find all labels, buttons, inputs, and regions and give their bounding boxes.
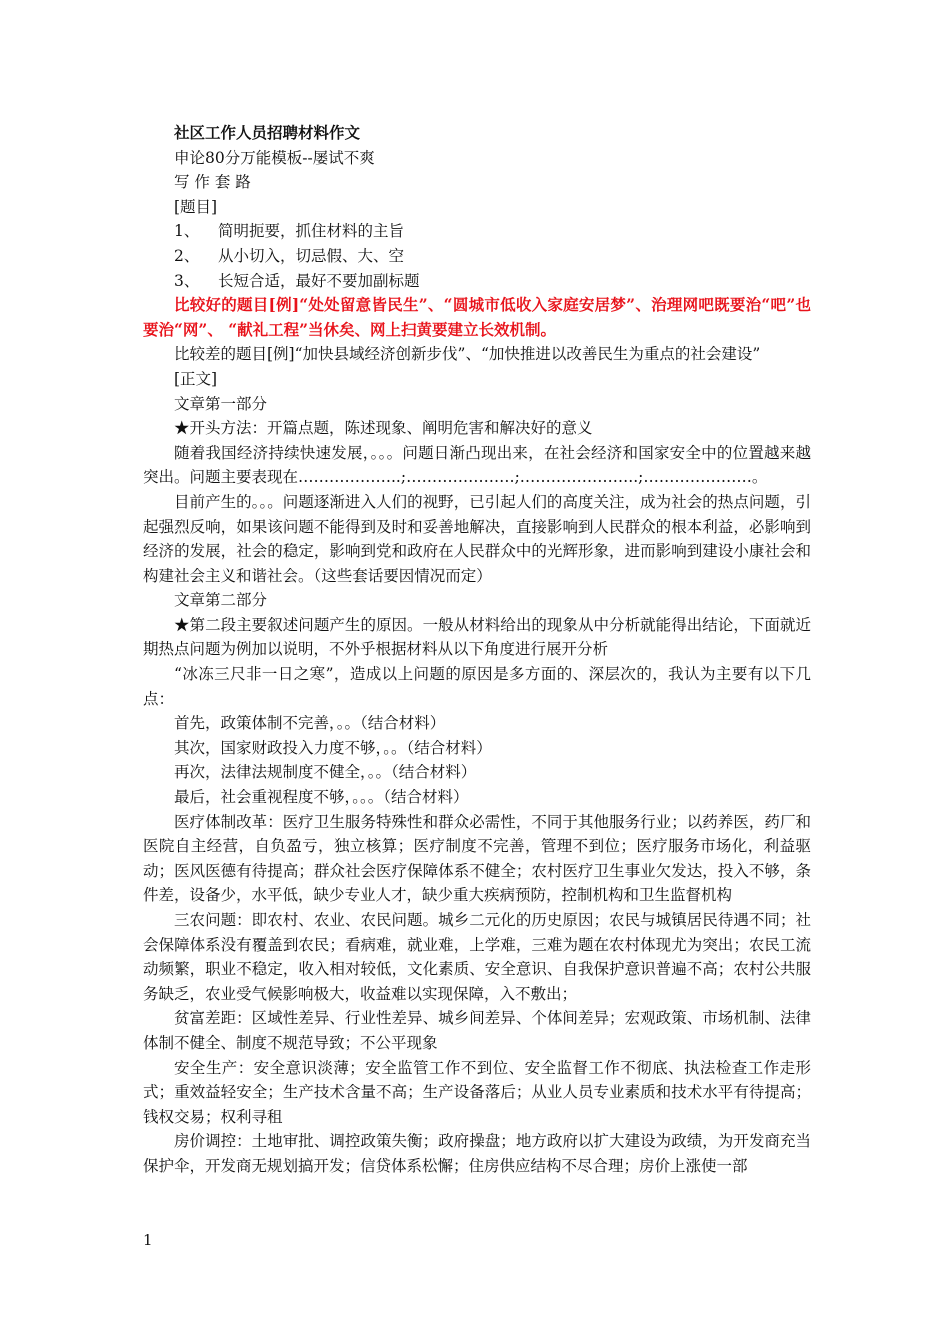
title-rule-number: 2、 [174,246,200,265]
topic-work-safety: 安全生产：安全意识淡薄；安全监管工作不到位、安全监督工作不彻底、执法检查工作走形式；重效益轻安全；生产技术含量不高；生产设备落后；从业人员专业素质和技术水平有待提高；钱权交易；权利寻租 [143,1058,811,1126]
title-rule-text: 长短合适，最好不要加副标题 [218,271,420,290]
heading-body-section: [正文] [174,369,218,388]
section-writing-routine: 写 作 套 路 [174,173,251,192]
part2-heading: 文章第二部分 [174,591,268,610]
heading-title-section: [题目] [174,197,218,216]
topic-medical-reform: 医疗体制改革：医疗卫生服务特殊性和群众必需性，不同于其他服务行业；以药养医，药厂和医院自主经营，自负盈亏，独立核算；医疗制度不完善，管理不到位；医疗服务市场化，利益驱动；医风医德有待提高；群众社会医疗保障体系不健全；农村医疗卫生事业欠发达，投入不够，条件差，设备少，水平低，缺少专业人才，缺少重大疾病预防，控制机构和卫生监督机构 [143,812,811,905]
topic-housing-control: 房价调控：土地审批、调控政策失衡；政府操盘；地方政府以扩大建设为政绩，为开发商充当保护伞，开发商无规划搞开发；信贷体系松懈；住房供应结构不尽合理；房价上涨使一部 [143,1132,811,1175]
part1-heading: 文章第一部分 [174,394,268,413]
topic-wealth-gap: 贫富差距：区域性差异、行业性差异、城乡间差异、个体间差异；宏观政策、市场机制、法律体制不健全、制度不规范导致；不公平现象 [143,1009,811,1052]
bad-title-examples: 比较差的题目[例]“加快县域经济创新步伐”、“加快推进以改善民生为重点的社会建设” [174,345,761,364]
document-title: 社区工作人员招聘材料作文 [174,123,361,142]
page-number: 1 [143,1231,153,1249]
title-rule-item [143,219,811,244]
part1-opening-method: ★开头方法：开篇点题，陈述现象、阐明危害和解决好的意义 [174,419,593,438]
title-rule-text: 简明扼要，抓住材料的主旨 [218,222,405,241]
title-rule-number: 1、 [174,222,200,241]
part2-paragraph: “冰冻三尺非一日之寒”，造成以上问题的原因是多方面的、深层次的，我认为主要有以下几点： [143,665,811,708]
document-body [143,121,811,1179]
title-rule-item [143,244,811,269]
part2-method: ★第二段主要叙述问题产生的原因。一般从材料给出的现象从中分析就能得出结论，下面就近期热点问题为例加以说明，不外乎根据材料从以下角度进行展开分析 [143,615,811,659]
document-subtitle: 申论80分万能模板--屡试不爽 [174,148,375,167]
part1-paragraph: 目前产生的。。。问题逐渐进入人们的视野，已引起人们的高度关注，成为社会的热点问题，引起强烈反响，如果该问题不能得到及时和妥善地解决，直接影响到人民群众的根本利益，必影响到经济的发展，社会的稳定，影响到党和政府在人民群众中的光辉形象，进而影响到建设小康社会和构建社会主义和谐社会。（这些套话要因情况而定） [143,492,811,585]
reason-item: 首先，政策体制不完善，。。（结合材料） [174,714,446,733]
reason-item: 最后，社会重视程度不够，。。。（结合材料） [174,788,469,807]
topic-sannong: 三农问题：即农村、农业、农民问题。城乡二元化的历史原因；农民与城镇居民待遇不同；社会保障体系没有覆盖到农民；看病难，就业难，上学难，三难为题在农村体现尤为突出；农民工流动频繁，职业不稳定，收入相对较低，文化素质、安全意识、自我保护意识普遍不高；农村公共服务缺乏，农业受气候影响极大，收益难以实现保障，入不敷出； [143,911,811,1003]
part1-paragraph: 随着我国经济持续快速发展，。。。问题日渐凸现出来，在社会经济和国家安全中的位置越来越突出。问题主要表现在………………..;…………………;…………………..;…………………。 [143,443,811,487]
title-rule-text: 从小切入，切忌假、大、空 [218,246,405,265]
title-rule-number: 3、 [174,271,200,290]
reason-item: 再次，法律法规制度不健全，。。（结合材料） [174,763,477,782]
title-rule-item [143,269,811,294]
good-title-examples: 比较好的题目[例]“处处留意皆民生”、“圆城市低收入家庭安居梦”、治理网吧既要治“吧”也要治“网”、 “献礼工程”当休矣、网上扫黄要建立长效机制。 [143,295,811,339]
reason-item: 其次，国家财政投入力度不够，。。（结合材料） [174,738,492,757]
